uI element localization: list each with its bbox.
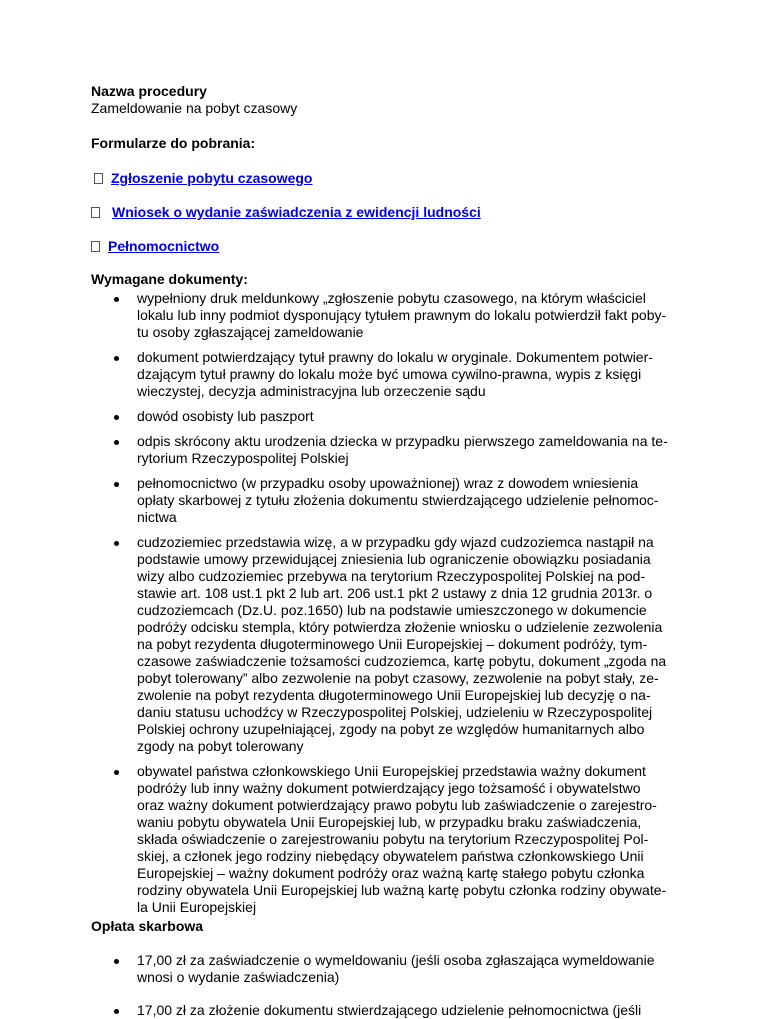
list-item-line: pobyt tolerowany” albo zezwolenie na pobyt czasowy, zezwolenie na pobyt stały, ze- xyxy=(137,670,659,686)
list-item-line: pełnomocnictwo (w przypadku osoby upoważnionej) wraz z dowodem wniesienia xyxy=(137,475,639,491)
list-item xyxy=(91,952,681,986)
bullet-icon xyxy=(114,770,119,775)
download-link-pelnomocnictwo[interactable]: Pełnomocnictwo xyxy=(108,238,220,254)
list-item-line: waniu pobytu obywatela Unii Europejskiej lub, w przypadku braku zaświadczenia, xyxy=(137,814,642,830)
list-item-line: oraz ważny dokument potwierdzający prawo pobytu lub zaświadczenie o zarejestro- xyxy=(137,797,657,813)
list-item-line: 17,00 zł za złożenie dokumentu stwierdzającego udzielenie pełnomocnictwa (jeśli xyxy=(137,1002,642,1018)
checkbox-placeholder-icon xyxy=(91,241,100,252)
list-item-line: wnosi o wydanie zaświadczenia) xyxy=(137,969,340,985)
list-item xyxy=(91,763,681,916)
forms-heading: Formularze do pobrania: xyxy=(91,135,256,151)
list-item-line: nictwa xyxy=(137,509,177,525)
list-item xyxy=(91,475,681,526)
documents-heading: Wymagane dokumenty: xyxy=(91,271,248,287)
bullet-icon xyxy=(114,959,119,964)
list-item-line: skiej, a członek jego rodziny niebędący obywatelem państwa członkowskiego Unii xyxy=(137,848,644,864)
checkbox-placeholder-icon xyxy=(91,207,100,218)
bullet-icon xyxy=(114,440,119,445)
form-link-row xyxy=(91,238,681,255)
list-item-line: Polskiej ochrony uzupełniającej, zgody na pobyt ze względów humanitarnych albo xyxy=(137,721,645,737)
list-item-line: wizy albo cudzoziemiec przebywa na terytorium Rzeczypospolitej Polskiej na pod- xyxy=(137,568,646,584)
list-item-line: daniu statusu uchodźcy w Rzeczypospolitej Polskiej, udzieleniu w Rzeczypospolitej xyxy=(137,704,653,720)
document-page xyxy=(91,83,681,1019)
bullet-icon xyxy=(114,482,119,487)
list-item-line: Europejskiej – ważny dokument podróży oraz ważną kartę stałego pobytu członka xyxy=(137,865,645,881)
list-item-line: opłaty skarbowej z tytułu złożenia dokumentu stwierdzającego udzielenie pełnomoc- xyxy=(137,492,659,508)
list-item-line: lokalu lub inny podmiot dysponujący tytułem prawnym do lokalu potwierdził fakt poby- xyxy=(137,307,667,323)
list-item-line: wieczystej, decyzja administracyjna lub orzeczenie sądu xyxy=(137,383,486,399)
list-item-line: 17,00 zł za zaświadczenie o wymeldowaniu (jeśli osoba zgłaszająca wymeldowanie xyxy=(137,952,655,968)
list-item-line: podróży lub inny ważny dokument potwierdzający jego tożsamość i obywatelstwo xyxy=(137,780,641,796)
list-item xyxy=(91,534,681,755)
download-link-wniosek[interactable]: Wniosek o wydanie zaświadczenia z ewidencji ludności xyxy=(112,204,481,220)
list-item-line: składa oświadczenie o zarejestrowaniu pobytu na terytorium Rzeczypospolitej Pol- xyxy=(137,831,649,847)
list-item xyxy=(91,290,681,341)
bullet-icon xyxy=(114,541,119,546)
list-item-line: odpis skrócony aktu urodzenia dziecka w przypadku pierwszego zameldowania na te- xyxy=(137,433,668,449)
form-link-row xyxy=(91,170,681,187)
bullet-icon xyxy=(114,297,119,302)
list-item-line: obywatel państwa członkowskiego Unii Europejskiej przedstawia ważny dokument xyxy=(137,763,646,779)
list-item-line: la Unii Europejskiej xyxy=(137,899,257,915)
list-item-line: dowód osobisty lub paszport xyxy=(137,408,314,424)
list-item-line: cudzoziemcach (Dz.U. poz.1650) lub na podstawie umieszczonego w dokumencie xyxy=(137,602,647,618)
checkbox-placeholder-icon xyxy=(94,173,103,184)
list-item-line: na pobyt rezydenta długoterminowego Unii Europejskiej – dokument podróży, tym- xyxy=(137,636,648,652)
bullet-icon xyxy=(114,356,119,361)
procedure-name: Zameldowanie na pobyt czasowy xyxy=(91,100,298,116)
list-item-line: dokument potwierdzający tytuł prawny do lokalu w oryginale. Dokumentem potwier- xyxy=(137,349,653,365)
download-link-zgloszenie[interactable]: Zgłoszenie pobytu czasowego xyxy=(111,170,313,186)
list-item xyxy=(91,408,681,425)
list-item xyxy=(91,349,681,400)
form-link-row xyxy=(91,204,681,221)
list-item xyxy=(91,433,681,467)
list-item-line: rodziny obywatela Unii Europejskiej lub ważną kartę pobytu członka rodziny obywate- xyxy=(137,882,667,898)
list-item-line: podstawie umowy przewidującej zniesienia lub ograniczenie obowiązku posiadania xyxy=(137,551,651,567)
list-item-line: czasowe zaświadczenie tożsamości cudzoziemca, kartę pobytu, dokument „zgoda na xyxy=(137,653,667,669)
list-item-line: dzającym tytuł prawny do lokalu może być umowa cywilno-prawna, wypis z księgi xyxy=(137,366,642,382)
bullet-icon xyxy=(114,415,119,420)
list-item-line: podróży odcisku stempla, który potwierdza złożenie wniosku o udzielenie zezwolenia xyxy=(137,619,663,635)
list-item-line: zwolenie na pobyt rezydenta długoterminowego Unii Europejskiej lub decyzję o na- xyxy=(137,687,651,703)
list-item-line: wypełniony druk meldunkowy „zgłoszenie pobytu czasowego, na którym właściciel xyxy=(137,290,646,306)
fees-list xyxy=(91,952,681,1019)
list-item-line: stawie art. 108 ust.1 pkt 2 lub art. 206 ust.1 pkt 2 ustawy z dnia 12 grudnia 2013r. o xyxy=(137,585,653,601)
fees-heading: Opłata skarbowa xyxy=(91,918,204,934)
list-item xyxy=(91,1002,681,1019)
bullet-icon xyxy=(114,1009,119,1014)
procedure-label: Nazwa procedury xyxy=(91,83,207,99)
list-item-line: cudzoziemiec przedstawia wizę, a w przypadku gdy wjazd cudzoziemca nastąpił na xyxy=(137,534,654,550)
documents-list xyxy=(91,290,681,916)
list-item-line: rytorium Rzeczypospolitej Polskiej xyxy=(137,450,349,466)
list-item-line: tu osoby zgłaszającej zameldowanie xyxy=(137,324,364,340)
list-item-line: zgody na pobyt tolerowany xyxy=(137,738,304,754)
